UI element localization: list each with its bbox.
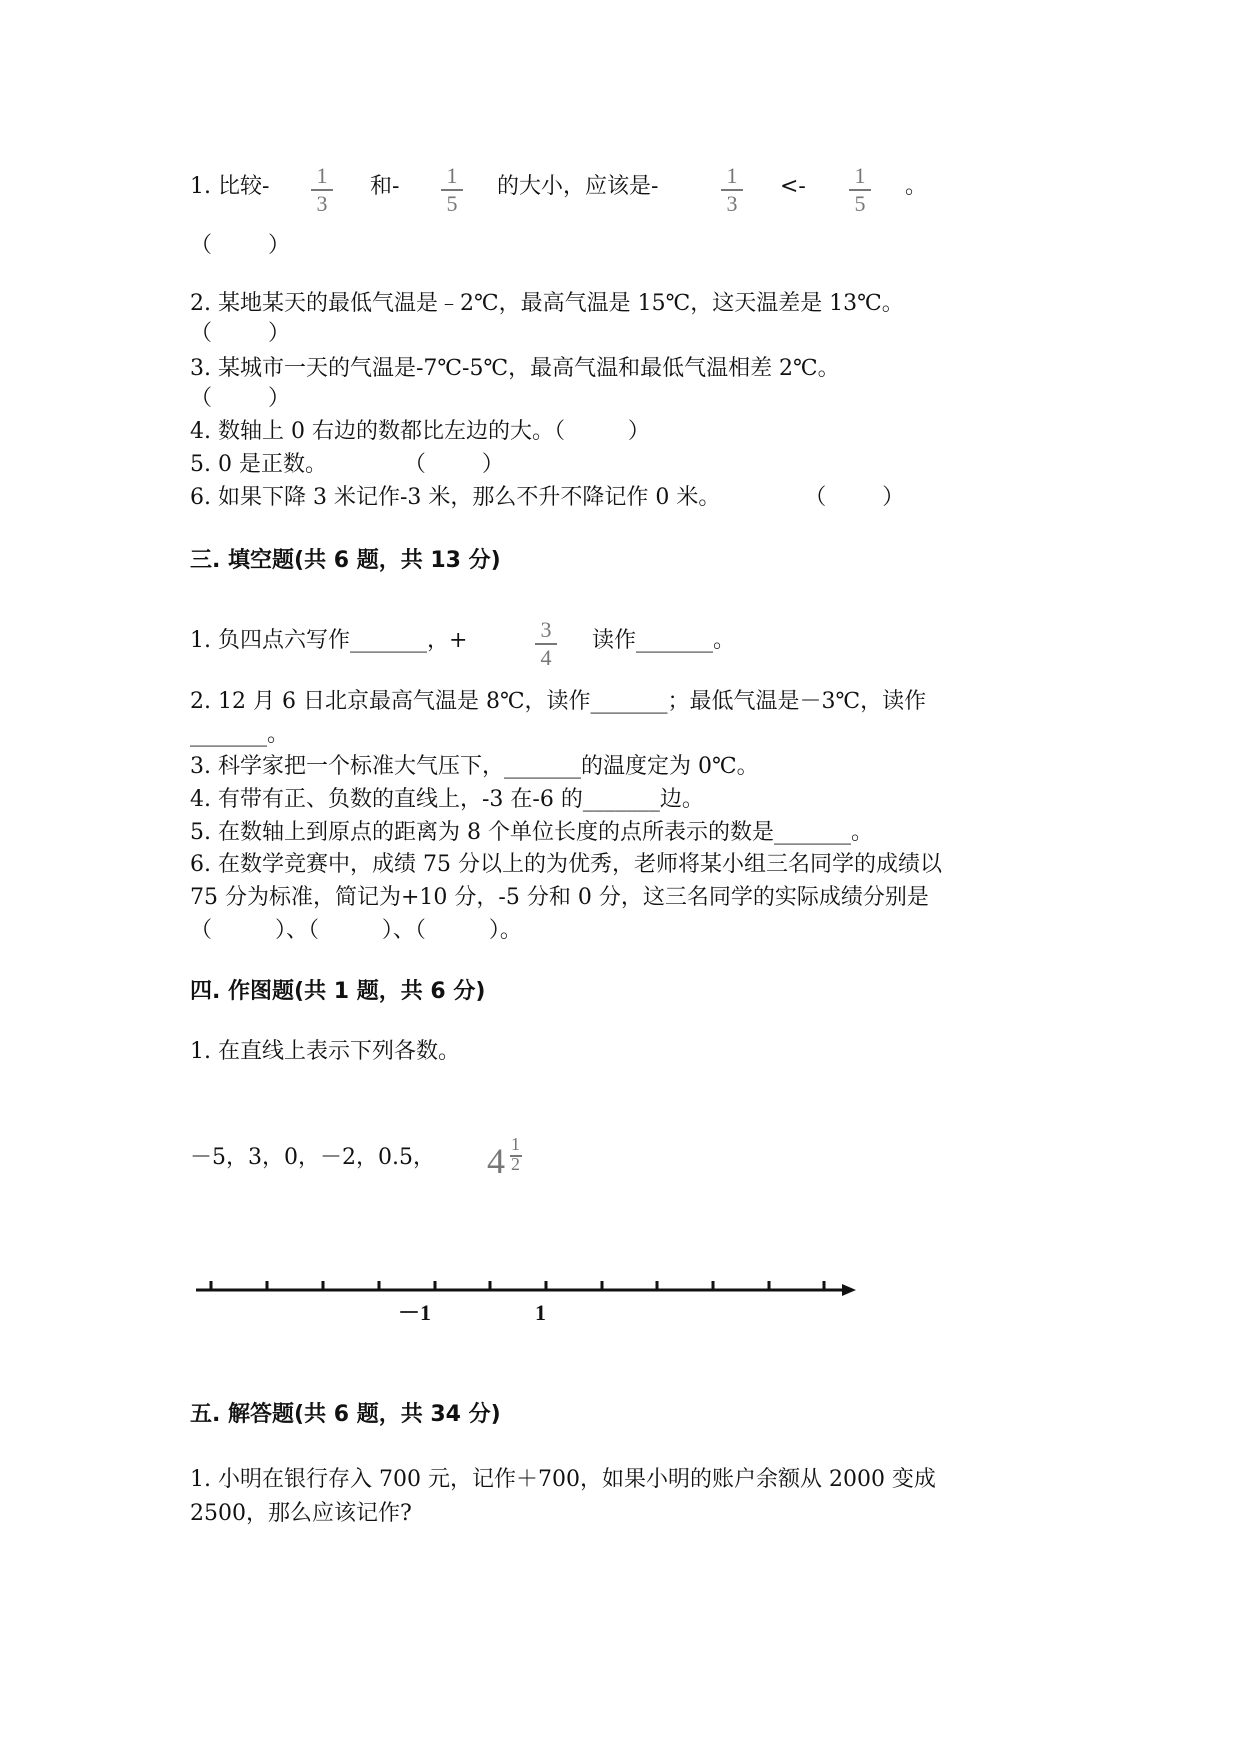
judge-q3-answer-paren[interactable]: （ ） bbox=[190, 386, 290, 411]
mixed-number-4-1-2: 4 1 2 bbox=[487, 1134, 520, 1181]
judge-q1-text-d: <- bbox=[780, 174, 806, 199]
fraction-1-3: 1 3 bbox=[307, 165, 337, 215]
fraction-3-4: 3 4 bbox=[531, 619, 561, 669]
fill-q5[interactable]: 5. 在数轴上到原点的距离为 8 个单位长度的点所表示的数是_______。 bbox=[190, 820, 873, 845]
axis-label-1: 1 bbox=[535, 1300, 546, 1325]
draw-q1: 1. 在直线上表示下列各数。 bbox=[190, 1039, 460, 1064]
judge-q5[interactable]: 5. 0 是正数。 （ ） bbox=[190, 452, 504, 477]
fraction-1-5: 1 5 bbox=[437, 165, 467, 215]
fill-q1-text-a[interactable]: 1. 负四点六写作_______，+ bbox=[190, 628, 468, 653]
answer-q1-line2: 2500，那么应该记作? bbox=[190, 1501, 412, 1526]
fill-q3[interactable]: 3. 科学家把一个标准大气压下，_______的温度定为 0℃。 bbox=[190, 754, 759, 779]
judge-q3: 3. 某城市一天的气温是-7℃-5℃，最高气温和最低气温相差 2℃。 bbox=[190, 356, 840, 381]
answer-q1-line1: 1. 小明在银行存入 700 元，记作＋700，如果小明的账户余额从 2000 变成 bbox=[190, 1467, 936, 1492]
judge-q4[interactable]: 4. 数轴上 0 右边的数都比左边的大。（ ） bbox=[190, 419, 650, 444]
judge-q1-text-e: 。 bbox=[905, 174, 928, 199]
fill-q6-line2: 75 分为标准，简记为+10 分，-5 分和 0 分，这三名同学的实际成绩分别是 bbox=[190, 885, 929, 910]
axis-label-neg1: －1 bbox=[398, 1300, 432, 1325]
fill-q2-line1[interactable]: 2. 12 月 6 日北京最高气温是 8℃，读作_______；最低气温是－3℃，读作 bbox=[190, 689, 927, 714]
fill-q2-line2[interactable]: _______。 bbox=[190, 722, 290, 747]
judge-q2-answer-paren[interactable]: （ ） bbox=[190, 321, 290, 346]
judge-q1-text-a: 1. 比较- bbox=[190, 174, 270, 199]
fill-q4[interactable]: 4. 有带有正、负数的直线上，-3 在-6 的_______边。 bbox=[190, 787, 704, 812]
section-fill-header: 三. 填空题(共 6 题，共 13 分) bbox=[190, 548, 501, 573]
number-line-arrow bbox=[842, 1284, 856, 1296]
judge-q1-answer-paren[interactable]: （ ） bbox=[190, 233, 290, 258]
section-answer-header: 五. 解答题(共 6 题，共 34 分) bbox=[190, 1402, 501, 1427]
section-draw-header: 四. 作图题(共 1 题，共 6 分) bbox=[190, 979, 486, 1004]
fill-q6-line3[interactable]: （ ）、（ ）、（ ）。 bbox=[190, 918, 522, 943]
judge-q1-text-c: 的大小，应该是- bbox=[497, 174, 659, 199]
judge-q6[interactable]: 6. 如果下降 3 米记作-3 米，那么不升不降记作 0 米。 （ ） bbox=[190, 485, 905, 510]
fraction-1-3-b: 1 3 bbox=[717, 165, 747, 215]
draw-numbers: －5，3，0，－2，0.5， bbox=[190, 1145, 435, 1170]
fill-q1-text-b[interactable]: 读作_______。 bbox=[592, 628, 736, 653]
judge-q1-text-b: 和- bbox=[370, 174, 400, 199]
fraction-1-5-b: 1 5 bbox=[845, 165, 875, 215]
judge-q2: 2. 某地某天的最低气温是﹣2℃，最高气温是 15℃，这天温差是 13℃。 bbox=[190, 291, 904, 316]
fill-q6-line1: 6. 在数学竞赛中，成绩 75 分以上的为优秀，老师将某小组三名同学的成绩以 bbox=[190, 852, 942, 877]
